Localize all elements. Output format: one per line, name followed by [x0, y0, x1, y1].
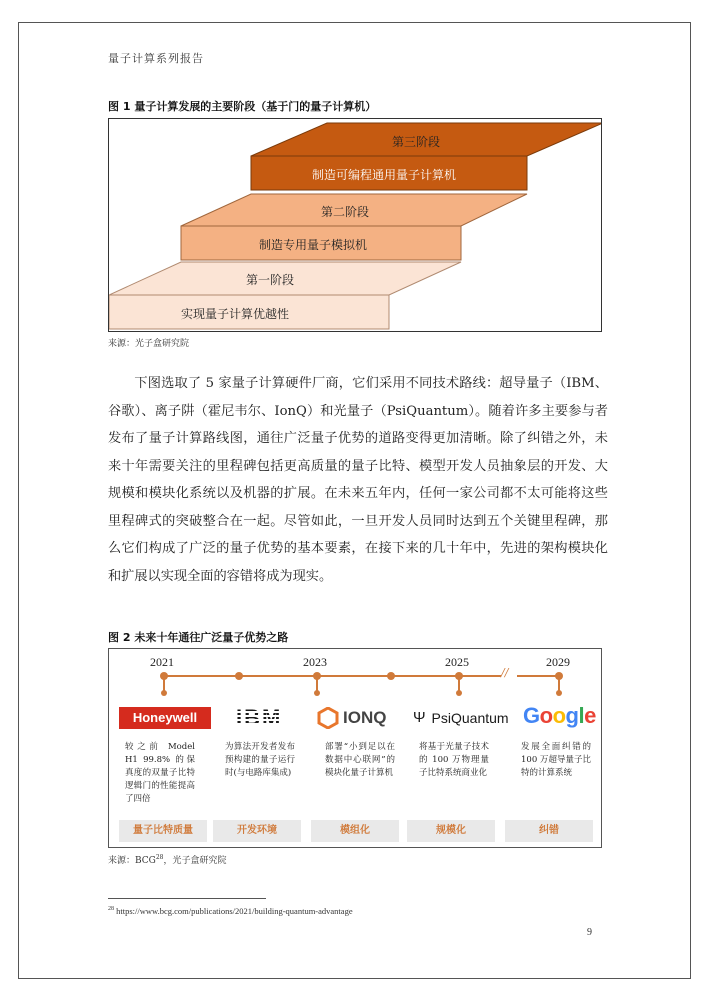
figure-1-source: 来源：光子盒研究院: [108, 339, 190, 349]
google-description: 发展全面纠错的 100 万超导量子比特的计算系统: [521, 742, 591, 778]
timeline-dot: [235, 672, 243, 680]
figure-2-source-suffix: ，光子盒研究院: [163, 856, 227, 866]
psi-icon: Ψ: [413, 709, 426, 726]
psiquantum-logo-group: [413, 709, 509, 726]
psiquantum-logo: PsiQuantum: [431, 709, 509, 726]
stairs-graphic: [109, 119, 602, 332]
year-2025: 2025: [445, 655, 469, 669]
body-paragraph: 下图选取了 5 家量子计算硬件厂商，它们采用不同技术路线：超导量子（IBM、谷歌）、离子阱（霍尼韦尔、IonQ）和光量子（PsiQuantum）。随着许多主要参与者发布了量子计算路线图，通往广泛量子优势的道路变得更加清晰。除了纠错之外，未来十年需要关注的里程碑包括更高质量的量子比特、模型开发人员抽象层的开发、大规模和模块化系统以及机器的扩展。在未来五年内，任何一家公司都不太可能将这些里程碑式的突破整合在一起。尽管如此，一旦开发人员同时达到五个关键里程碑，那么它们构成了广泛的量子优势的基本要素，在接下来的几十年中，先进的架构模块化和扩展以实现全面的容错将成为现实。: [108, 376, 608, 584]
figure-2-source-label: 来源：BCG: [108, 856, 156, 866]
stage-1-label: 第一阶段: [246, 273, 295, 287]
ibm-logo: IBM: [236, 705, 283, 730]
psiquantum-description: 将基于光量子技术的 100 万物理量子比特系统商业化: [419, 742, 489, 778]
ionq-logo: IONQ: [343, 708, 387, 727]
running-header: 量子计算系列报告: [108, 52, 204, 65]
stage-3-goal: 制造可编程通用量子计算机: [312, 168, 457, 182]
ionq-hexagon-icon: [317, 707, 339, 729]
stage-3-label: 第三阶段: [392, 135, 441, 149]
footnote-url: https://www.bcg.com/publications/2021/building-quantum-advantage: [116, 906, 353, 916]
timeline-dot-2025: [455, 672, 463, 680]
footnote: [108, 906, 353, 916]
timeline-graphic: [109, 649, 603, 709]
ionq-description: 部署“小到足以在数据中心联网”的模块化量子计算机: [325, 742, 395, 778]
year-2021: 2021: [150, 655, 174, 669]
ibm-description: 为算法开发者发布预构建的量子运行时(与电路库集成): [225, 742, 295, 778]
year-2023: 2023: [303, 655, 327, 669]
figure-1-caption: 图 1 量子计算发展的主要阶段（基于门的量子计算机）: [108, 100, 377, 113]
honeywell-logo: Honeywell: [119, 707, 211, 729]
google-logo: Google: [523, 703, 596, 728]
page-number: 9: [587, 927, 592, 938]
ionq-logo-group: [317, 707, 386, 729]
timeline-dot-2021: [160, 672, 168, 680]
body-paragraph-block: [108, 370, 608, 590]
figure-2-roadmap: [108, 648, 602, 848]
stage-2-goal-text: 制造专用量子模拟机: [259, 238, 368, 252]
figure-2-source-ref: 28: [155, 854, 164, 861]
year-2029: 2029: [546, 655, 570, 669]
timeline-dot-2029: [555, 672, 563, 680]
tag-scaling: 规模化: [407, 820, 495, 842]
timeline-dot-2023: [313, 672, 321, 680]
footnote-divider: [108, 898, 266, 899]
stage-1-goal: 实现量子计算优越性: [181, 307, 290, 321]
tag-dev-environment: 开发环境: [213, 820, 301, 842]
honeywell-description: 较之前 Model H1 99.8% 的保真度的双量子比特逻辑门的性能提高了四倍: [125, 742, 195, 804]
footnote-number: 28: [108, 906, 114, 913]
timeline-break-mark: //: [501, 666, 509, 679]
figure-1-stairs: [108, 118, 602, 332]
tag-qubit-quality: 量子比特质量: [119, 820, 207, 842]
timeline-dot: [387, 672, 395, 680]
figure-2-source: [108, 853, 227, 866]
tag-modularization: 模组化: [311, 820, 399, 842]
figure-2-caption: 图 2 未来十年通往广泛量子优势之路: [108, 631, 289, 644]
stage-2-label: 第二阶段: [321, 205, 370, 219]
tag-error-correction: 纠错: [505, 820, 593, 842]
